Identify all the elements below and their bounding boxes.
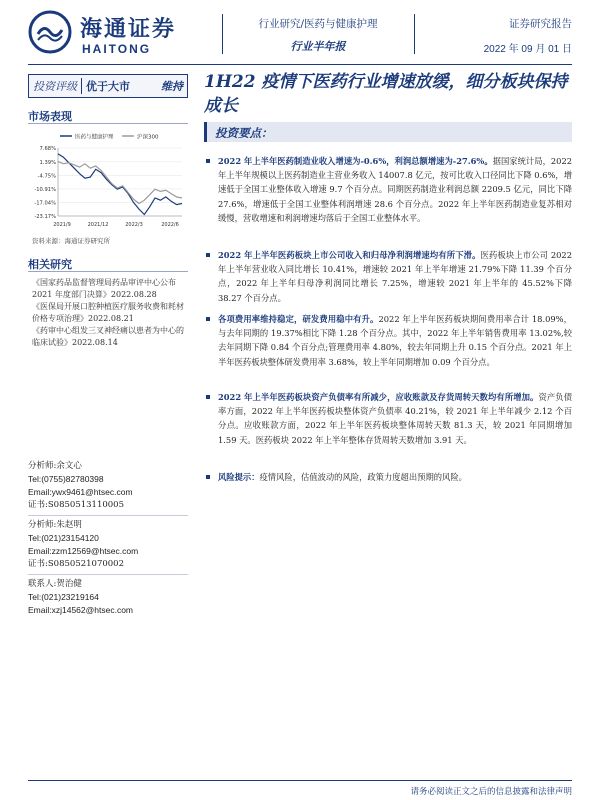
bullet-text: 据国家统计局，2022 年上半年规模以上医药制造业主营业务收入 14007.8 亿元，按可比收入口径同比下降 0.6%，增速低于全国工业整体收入增速 9.7 个百分点。同期医药制造业利润总额 2209.5 亿元，同比下降 27.6%，增速低于全国工业整体利润增速 28.6 个百分点。2022 年上半年医药制造业复苏相对缓慢，营收增速和利润增速均落后于全国工业整体水平。	[218, 156, 572, 223]
analyst-block	[28, 519, 188, 571]
x-tick-label: 2021/9	[53, 222, 71, 228]
bullet-item	[204, 312, 572, 369]
bullet-item	[204, 248, 572, 305]
analyst-name: 分析师:朱赵明	[28, 520, 82, 530]
footer-disclaimer[interactable]: 请务必阅读正文之后的信息披露和法律声明	[410, 787, 572, 797]
contact-email[interactable]: Email:xzj14562@htsec.com	[28, 605, 134, 615]
x-tick-label: 2022/3	[125, 222, 143, 228]
bullet-dot-icon	[206, 395, 210, 399]
industry-category: 行业研究/医药与健康护理	[258, 18, 378, 30]
analyst-email[interactable]: Email:ywx9461@htsec.com	[28, 487, 133, 497]
bullet-text: 医药板块上市公司 2022 年上半年营业收入同比增长 10.41%，增速较 2021 年上半年增速 21.79%下降 11.39 个百分点，2022 年上半年归母净利润同比增长 7.25%，增速较 2021 年上半年的 45.52%下降 38.27 个百分点。	[218, 250, 572, 303]
contact-tel: Tel:(021)23219164	[28, 592, 99, 602]
rating-label: 投资评级	[33, 80, 77, 93]
related-item[interactable]: 《药审中心组发三叉神经痛以患者为中心的临床试验》2022.08.14	[32, 326, 184, 347]
related-research-title: 相关研究	[28, 258, 72, 271]
bullet-text: 疫情风险，估值波动的风险，政策力度超出预期的风险。	[259, 472, 467, 482]
investment-points-title: 投资要点：	[215, 126, 273, 140]
bullet-dot-icon	[206, 159, 210, 163]
analyst-separator	[28, 515, 188, 516]
bullet-dot-icon	[206, 475, 210, 479]
bullet-lead: 2022 年上半年医药板块资产负债率有所减少，应收账款及存货周转天数均有所增加。	[218, 392, 539, 402]
logo-text-en: HAITONG	[82, 42, 152, 56]
market-chart	[28, 130, 188, 230]
analyst-cert: 证书:S0850513110005	[28, 500, 124, 510]
analyst-separator	[28, 574, 188, 575]
haitong-logo-icon	[28, 10, 72, 54]
y-tick-label: -4.75%	[37, 173, 56, 180]
rating-box	[28, 74, 188, 98]
contact-name: 联系人:贺治健	[28, 579, 82, 589]
rating-action: 维持	[161, 80, 183, 93]
analyst-block	[28, 460, 188, 512]
contact-block	[28, 578, 188, 617]
report-type: 行业半年报	[290, 40, 346, 53]
report-date: 2022 年 09 月 01 日	[483, 44, 572, 55]
bullet-lead: 各项费用率维持稳定，研发费用稳中有升。	[218, 314, 379, 324]
legend-label: 沪深300	[137, 134, 159, 141]
analyst-email[interactable]: Email:zzm12569@htsec.com	[28, 546, 139, 556]
logo-text-cn: 海通证券	[80, 16, 177, 42]
section-rule	[28, 271, 188, 272]
report-label: 证券研究报告	[509, 18, 572, 30]
series-line	[58, 154, 182, 215]
analyst-cert: 证书:S0850521070002	[28, 559, 124, 569]
report-title: 1H22 疫情下医药行业增速放缓，细分板块保持成长	[204, 72, 568, 116]
analyst-name: 分析师:余文心	[28, 461, 82, 471]
bullet-dot-icon	[206, 253, 210, 257]
header-divider	[414, 14, 415, 54]
y-tick-label: 7.68%	[39, 146, 56, 152]
y-tick-label: -17.04%	[34, 200, 56, 207]
bullet-text: 资产负债率方面，2022 年上半年医药板块整体资产负债率 40.21%，较 2021 年上半年减少 2.12 个百分点。应收账款方面，2022 年上半年医药板块整体周转天数 81.3 天，较 2021 年同期增加 1.59 天。医药板块 2022 年上半年整体存货周转天数增加 3.91 天。	[218, 392, 572, 445]
market-performance-title: 市场表现	[28, 110, 72, 123]
bullet-item	[204, 470, 572, 484]
rating-value: 优于大市	[86, 80, 130, 93]
analyst-tel: Tel:(021)23154120	[28, 533, 99, 543]
legend-label: 医药与健康护理	[75, 134, 114, 141]
y-tick-label: 1.39%	[39, 159, 56, 166]
analyst-tel: Tel:(0755)82780398	[28, 474, 104, 484]
footer-rule	[28, 780, 572, 781]
x-tick-label: 2021/12	[87, 222, 109, 228]
bullet-lead: 风险提示：	[218, 472, 260, 482]
bullet-lead: 2022 年上半年医药制造业收入增速为-0.6%，利润总额增速为-27.6%。	[218, 156, 493, 166]
related-item[interactable]: 《医保局开展口腔种植医疗服务收费和耗材价格专项治理》2022.08.21	[32, 302, 184, 323]
chart-source: 资料来源：海通证券研究所	[32, 237, 110, 245]
header-rule	[28, 64, 572, 65]
section-rule	[28, 123, 188, 124]
bullet-text: 2022 年上半年医药板块期间费用率合计 18.09%，与去年同期的 19.37%相比下降 1.28 个百分点。其中，2022 年上半年销售费用率 13.02%,较去年同期下降 0.84 个百分点;管理费用率 4.80%，较去年同期上升 0.15 个百分点。2021 年上半年医药板块整体研发费用率 3.68%，较上半年同期增加 0.09 个百分点。	[218, 314, 572, 367]
x-tick-label: 2022/6	[161, 222, 179, 228]
related-item[interactable]: 《国家药品监督管理局药品审评中心公布 2021 年度部门决算》2022.08.28	[32, 278, 176, 299]
haitong-logo	[28, 8, 198, 60]
page-header	[0, 0, 600, 66]
bullet-item	[204, 390, 572, 447]
bullet-lead: 2022 年上半年医药板块上市公司收入和归母净利润增速均有所下滑。	[218, 250, 481, 260]
series-line	[58, 162, 182, 204]
investment-points-bar	[204, 122, 572, 142]
y-tick-label: -10.91%	[34, 186, 56, 193]
header-divider	[222, 14, 223, 54]
bullet-item	[204, 154, 572, 225]
y-tick-label: -23.17%	[34, 214, 56, 220]
market-chart-svg	[28, 130, 188, 230]
bullet-dot-icon	[206, 317, 210, 321]
